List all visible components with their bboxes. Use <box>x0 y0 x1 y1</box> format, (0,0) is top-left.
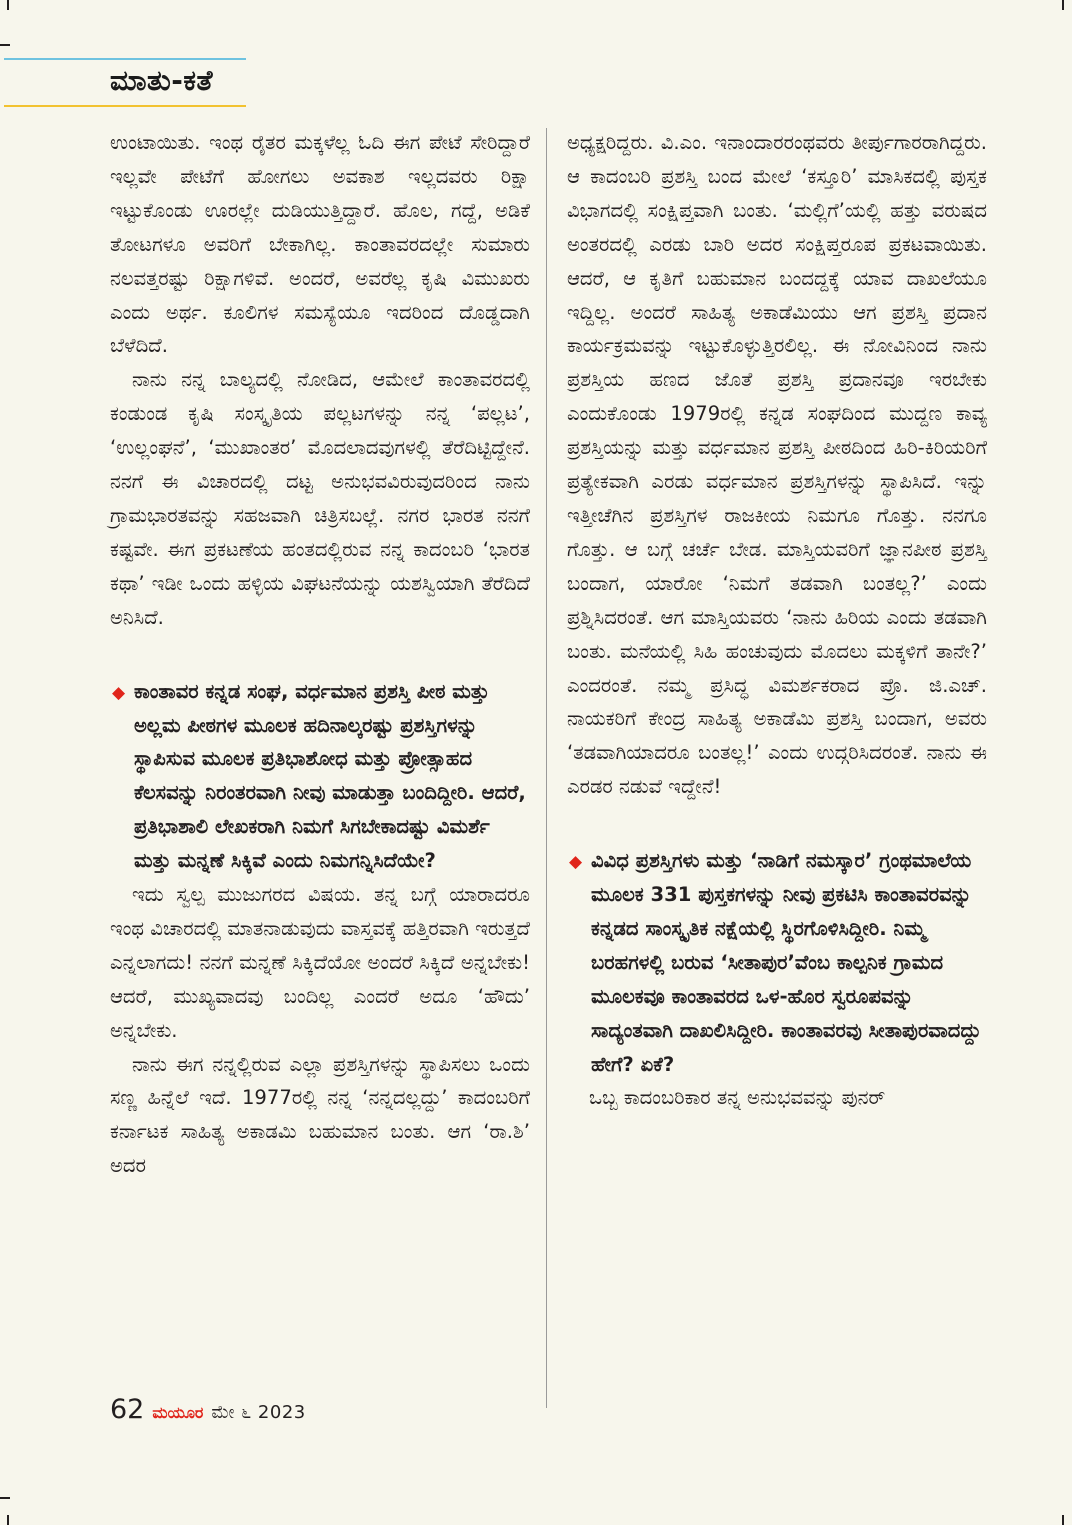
crop-mark-bottom-left <box>7 1515 9 1525</box>
interview-question <box>110 675 530 878</box>
crop-mark-left-upper <box>0 44 10 46</box>
crop-mark-top-left <box>7 0 9 10</box>
spacer <box>567 804 987 844</box>
question-text: ವಿವಿಧ ಪ್ರಶಸ್ತಿಗಳು ಮತ್ತು ‘ನಾಡಿಗೆ ನಮಸ್ಕಾರ’ ಗ್ರಂಥಮಾಲೆಯ ಮೂಲಕ 331 ಪುಸ್ತಕಗಳನ್ನು ನೀವು ಪ್ರಕಟಿಸಿ ಕಾಂತಾವರವನ್ನು ಕನ್ನಡದ ಸಾಂಸ್ಕೃತಿಕ ನಕ್ಷೆಯಲ್ಲಿ ಸ್ಥಿರಗೊಳಿಸಿದ್ದೀರಿ. ನಿಮ್ಮ ಬರಹಗಳಲ್ಲಿ ಬರುವ ‘ಸೀತಾಪುರ’ವೆಂಬ ಕಾಲ್ಪನಿಕ ಗ್ರಾಮದ ಮೂಲಕವೂ ಕಾಂತಾವರದ ಒಳ-ಹೊರ ಸ್ವರೂಪವನ್ನು ಸಾದ್ಯಂತವಾಗಿ ದಾಖಲಿಸಿದ್ದೀರಿ. ಕಾಂತಾವರವು ಸೀತಾಪುರವಾದದ್ದು ಹೇಗೆ? ಏಕೆ? <box>591 849 982 1076</box>
article-paragraph: ಒಬ್ಬ ಕಾದಂಬರಿಕಾರ ತನ್ನ ಅನುಭವವನ್ನು ಪುನರ್ <box>589 1086 886 1110</box>
interview-question <box>567 844 987 1081</box>
issue-date: ಮೇ ೬ 2023 <box>211 1402 306 1423</box>
crop-mark-top-right <box>1062 0 1064 10</box>
article-paragraph: ನಾನು ನನ್ನ ಬಾಲ್ಯದಲ್ಲಿ ನೋಡಿದ, ಆಮೇಲೆ ಕಾಂತಾವರದಲ್ಲಿ ಕಂಡುಂಡ ಕೃಷಿ ಸಂಸ್ಕೃತಿಯ ಪಲ್ಲಟಗಳನ್ನು ನನ್ನ ‘ಪಲ್ಲಟ’, ‘ಉಲ್ಲಂಘನೆ’, ‘ಮುಖಾಂತರ’ ಮೊದಲಾದವುಗಳಲ್ಲಿ ತೆರೆದಿಟ್ಟಿದ್ದೇನೆ. ನನಗೆ ಈ ವಿಚಾರದಲ್ಲಿ ದಟ್ಟ ಅನುಭವವಿರುವುದರಿಂದ ನಾನು ಗ್ರಾಮಭಾರತವನ್ನು ಸಹಜವಾಗಿ ಚಿತ್ರಿಸಬಲ್ಲೆ. ನಗರ ಭಾರತ ನನಗೆ ಕಷ್ಟವೇ. ಈಗ ಪ್ರಕಟಣೆಯ ಹಂತದಲ್ಲಿರುವ ನನ್ನ ಕಾದಂಬರಿ ‘ಭಾರತ ಕಥಾ’ ಇಡೀ ಒಂದು ಹಳ್ಳಿಯ ವಿಘಟನೆಯನ್ನು ಯಶಸ್ವಿಯಾಗಿ ತೆರೆದಿದೆ ಅನಿಸಿದೆ. <box>110 368 530 629</box>
magazine-name: ಮಯೂರ <box>152 1403 204 1422</box>
diamond-bullet-icon: ◆ <box>569 852 583 873</box>
right-column <box>567 126 987 1115</box>
page-number: 62 <box>110 1394 145 1425</box>
crop-mark-bottom-right <box>1062 1515 1064 1525</box>
question-text: ಕಾಂತಾವರ ಕನ್ನಡ ಸಂಘ, ವರ್ಧಮಾನ ಪ್ರಶಸ್ತಿ ಪೀಠ ಮತ್ತು ಅಲ್ಲಮ ಪೀಠಗಳ ಮೂಲಕ ಹದಿನಾಲ್ಕರಷ್ಟು ಪ್ರಶಸ್ತಿಗಳನ್ನು ಸ್ಥಾಪಿಸುವ ಮೂಲಕ ಪ್ರತಿಭಾಶೋಧ ಮತ್ತು ಪ್ರೋತ್ಸಾಹದ ಕೆಲಸವನ್ನು ನಿರಂತರವಾಗಿ ನೀವು ಮಾಡುತ್ತಾ ಬಂದಿದ್ದೀರಿ. ಆದರೆ, ಪ್ರತಿಭಾಶಾಲಿ ಲೇಖಕರಾಗಿ ನಿಮಗೆ ಸಿಗಬೇಕಾದಷ್ಟು ವಿಮರ್ಶೆ ಮತ್ತು ಮನ್ನಣೆ ಸಿಕ್ಕಿವೆ ಎಂದು ನಿಮಗನ್ನಿಸಿದೆಯೇ? <box>134 679 526 873</box>
section-title: ಮಾತು-ಕತೆ <box>110 64 213 97</box>
section-rule-bottom <box>4 105 246 107</box>
article-paragraph: ಉಂಟಾಯಿತು. ಇಂಥ ರೈತರ ಮಕ್ಕಳೆಲ್ಲ ಓದಿ ಈಗ ಪೇಟೆ ಸೇರಿದ್ದಾರೆ ಇಲ್ಲವೇ ಪೇಟೆಗೆ ಹೋಗಲು ಅವಕಾಶ ಇಲ್ಲದವರು ರಿಕ್ಷಾ ಇಟ್ಟುಕೊಂಡು ಊರಲ್ಲೇ ದುಡಿಯುತ್ತಿದ್ದಾರೆ. ಹೊಲ, ಗದ್ದೆ, ಅಡಿಕೆ ತೋಟಗಳೂ ಅವರಿಗೆ ಬೇಕಾಗಿಲ್ಲ. ಕಾಂತಾವರದಲ್ಲೇ ಸುಮಾರು ನಲವತ್ತರಷ್ಟು ರಿಕ್ಷಾಗಳಿವೆ. ಅಂದರೆ, ಅವರೆಲ್ಲ ಕೃಷಿ ವಿಮುಖರು ಎಂದು ಅರ್ಥ. ಕೂಲಿಗಳ ಸಮಸ್ಯೆಯೂ ಇದರಿಂದ ದೊಡ್ಡದಾಗಿ ಬೆಳೆದಿದೆ. <box>110 131 530 358</box>
spacer <box>110 635 530 675</box>
left-column <box>110 126 530 1183</box>
column-divider <box>546 128 547 1408</box>
crop-mark-left-lower <box>0 1497 10 1499</box>
article-paragraph: ಇದು ಸ್ವಲ್ಪ ಮುಜುಗರದ ವಿಷಯ. ತನ್ನ ಬಗ್ಗೆ ಯಾರಾದರೂ ಇಂಥ ವಿಚಾರದಲ್ಲಿ ಮಾತನಾಡುವುದು ವಾಸ್ತವಕ್ಕೆ ಹತ್ತಿರವಾಗಿ ಇರುತ್ತದೆ ಎನ್ನಲಾಗದು! ನನಗೆ ಮನ್ನಣೆ ಸಿಕ್ಕಿದೆಯೋ ಅಂದರೆ ಸಿಕ್ಕಿದೆ ಅನ್ನಬೇಕು! ಆದರೆ, ಮುಖ್ಯವಾದವು ಬಂದಿಲ್ಲ ಎಂದರೆ ಅದೂ ‘ಹೌದು’ ಅನ್ನಬೇಕು. <box>110 883 530 1042</box>
diamond-bullet-icon: ◆ <box>112 682 126 703</box>
section-rule-top <box>4 58 246 60</box>
article-paragraph: ಅಧ್ಯಕ್ಷರಿದ್ದರು. ವಿ.ಎಂ. ಇನಾಂದಾರರಂಥವರು ತೀರ್ಪುಗಾರರಾಗಿದ್ದರು. ಆ ಕಾದಂಬರಿ ಪ್ರಶಸ್ತಿ ಬಂದ ಮೇಲೆ ‘ಕಸ್ತೂರಿ’ ಮಾಸಿಕದಲ್ಲಿ ಪುಸ್ತಕ ವಿಭಾಗದಲ್ಲಿ ಸಂಕ್ಷಿಪ್ತವಾಗಿ ಬಂತು. ‘ಮಲ್ಲಿಗೆ’ಯಲ್ಲಿ ಹತ್ತು ವರುಷದ ಅಂತರದಲ್ಲಿ ಎರಡು ಬಾರಿ ಅದರ ಸಂಕ್ಷಿಪ್ತರೂಪ ಪ್ರಕಟವಾಯಿತು. ಆದರೆ, ಆ ಕೃತಿಗೆ ಬಹುಮಾನ ಬಂದದ್ದಕ್ಕೆ ಯಾವ ದಾಖಲೆಯೂ ಇದ್ದಿಲ್ಲ. ಅಂದರೆ ಸಾಹಿತ್ಯ ಅಕಾಡೆಮಿಯು ಆಗ ಪ್ರಶಸ್ತಿ ಪ್ರದಾನ ಕಾರ್ಯಕ್ರಮವನ್ನು ಇಟ್ಟುಕೊಳ್ಳುತ್ತಿರಲಿಲ್ಲ. ಈ ನೋವಿನಿಂದ ನಾನು ಪ್ರಶಸ್ತಿಯ ಹಣದ ಜೊತೆ ಪ್ರಶಸ್ತಿ ಪ್ರದಾನವೂ ಇರಬೇಕು ಎಂದುಕೊಂಡು 1979ರಲ್ಲಿ ಕನ್ನಡ ಸಂಘದಿಂದ ಮುದ್ದಣ ಕಾವ್ಯ ಪ್ರಶಸ್ತಿಯನ್ನು ಮತ್ತು ವರ್ಧಮಾನ ಪ್ರಶಸ್ತಿ ಪೀಠದಿಂದ ಹಿರಿ-ಕಿರಿಯರಿಗೆ ಪ್ರತ್ಯೇಕವಾಗಿ ಎರಡು ವರ್ಧಮಾನ ಪ್ರಶಸ್ತಿಗಳನ್ನು ಸ್ಥಾಪಿಸಿದೆ. ಇನ್ನು ಇತ್ತೀಚೆಗಿನ ಪ್ರಶಸ್ತಿಗಳ ರಾಜಕೀಯ ನಿಮಗೂ ಗೊತ್ತು. ನನಗೂ ಗೊತ್ತು. ಆ ಬಗ್ಗೆ ಚರ್ಚೆ ಬೇಡ. ಮಾಸ್ತಿಯವರಿಗೆ ಜ್ಞಾನಪೀಠ ಪ್ರಶಸ್ತಿ ಬಂದಾಗ, ಯಾರೋ ‘ನಿಮಗೆ ತಡವಾಗಿ ಬಂತಲ್ಲ?’ ಎಂದು ಪ್ರಶ್ನಿಸಿದರಂತೆ. ಆಗ ಮಾಸ್ತಿಯವರು ‘ನಾನು ಹಿರಿಯ ಎಂದು ತಡವಾಗಿ ಬಂತು. ಮನೆಯಲ್ಲಿ ಸಿಹಿ ಹಂಚುವುದು ಮೊದಲು ಮಕ್ಕಳಿಗೆ ತಾನೇ?’ ಎಂದರಂತೆ. ನಮ್ಮ ಪ್ರಸಿದ್ಧ ವಿಮರ್ಶಕರಾದ ಪ್ರೊ. ಜಿ.ಎಚ್. ನಾಯಕರಿಗೆ ಕೇಂದ್ರ ಸಾಹಿತ್ಯ ಅಕಾಡೆಮಿ ಪ್ರಶಸ್ತಿ ಬಂದಾಗ, ಅವರು ‘ತಡವಾಗಿಯಾದರೂ ಬಂತಲ್ಲ!’ ಎಂದು ಉದ್ಗರಿಸಿದರಂತೆ. ನಾನು ಈ ಎರಡರ ನಡುವೆ ಇದ್ದೇನೆ! <box>567 131 987 799</box>
page-footer <box>110 1394 306 1425</box>
article-paragraph: ನಾನು ಈಗ ನನ್ನಲ್ಲಿರುವ ಎಲ್ಲಾ ಪ್ರಶಸ್ತಿಗಳನ್ನು ಸ್ಥಾಪಿಸಲು ಒಂದು ಸಣ್ಣ ಹಿನ್ನೆಲೆ ಇದೆ. 1977ರಲ್ಲಿ ನನ್ನ ‘ನನ್ನದಲ್ಲದ್ದು’ ಕಾದಂಬರಿಗೆ ಕರ್ನಾಟಕ ಸಾಹಿತ್ಯ ಅಕಾಡಮಿ ಬಹುಮಾನ ಬಂತು. ಆಗ ‘ರಾ.ಶಿ’ ಅದರ <box>110 1052 530 1178</box>
